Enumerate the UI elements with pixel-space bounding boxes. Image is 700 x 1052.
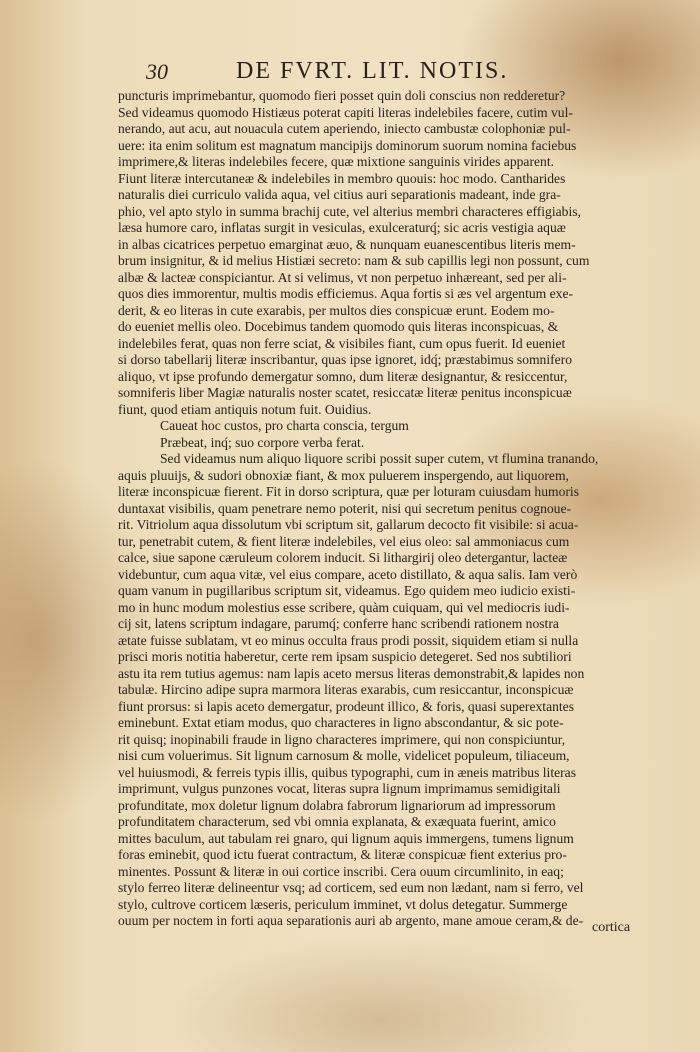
running-head: DE FVRT. LIT. NOTIS.	[236, 58, 509, 84]
text-line: calce, siue sapone cæruleum colorem inducit. Si lithargirij oleo detergantur, lacteæ	[118, 550, 568, 565]
text-line: foras eminebit, quod ictu fuerat contractum, & literæ conspicuæ fient exterius pro-	[118, 847, 567, 862]
paragraph-start-line: Sed videamus num aliquo liquore scribi possit super cutem, vt flumina tranando,	[160, 451, 599, 466]
text-line: nerando, aut acu, aut nouacula cutem aperiendo, iniecto cambustæ colophoniæ pul-	[118, 121, 571, 136]
page-number: 30	[146, 59, 168, 84]
text-line: prisci moris notitia haberetur, certe rem ipsam suspicio detegeret. Sed nos subtiliori	[118, 649, 572, 664]
text-line: naturalis diei curriculo valida aqua, vel citius auri separationis madeant, inde gra-	[118, 187, 561, 202]
text-line: tur, penetrabit cutem, & fient literæ indelebiles, vel eius oleo: sal ammoniacus cum	[118, 533, 570, 549]
text-line: somniferis liber Magiæ naturalis noster scatet, resiccatæ literæ penitus inconspicuæ	[118, 385, 572, 400]
text-line: derit, & eo literas in cute exarabis, per multos dies conspicuæ erunt. Eodem mo-	[118, 302, 555, 318]
text-line: phio, vel apto stylo in summa brachij cute, vel alterius membri characteres effigiabis,	[118, 203, 581, 219]
text-line: eminebunt. Extat etiam modus, quo characteres in ligno abscondantur, & sic pote-	[118, 715, 564, 730]
text-line: do eueniet mellis oleo. Docebimus tandem quomodo quis literas inconspicuas, &	[118, 319, 559, 334]
text-line: Fiunt literæ intercutaneæ & indelebiles in membro quouis: hoc modo. Cantharides	[118, 170, 566, 186]
text-line: tabulæ. Hircino adipe supra marmora literas exarabis, cum resiccantur, inconspicuæ	[118, 682, 574, 697]
text-line: minentes. Possunt & literæ in oui cortice inscribi. Cera ouum circumlinito, in eaq;	[118, 863, 564, 879]
body-text	[118, 88, 638, 930]
text-line: mo in hunc modum molestius esse scribere, quàm cuiquam, qui vel mediocris iudi-	[118, 599, 570, 615]
verse-line: Præbeat, inq́; suo corpore verba ferat.	[160, 434, 365, 450]
text-line: si dorso tabellarij literæ inscribantur, quas ipse ignoret, idq́; præstabimus somnifero	[118, 352, 573, 367]
text-line: astu ita rem tutius agemus: nam lapis aceto mersus literas demonstrabit,& lapides non	[118, 665, 585, 681]
text-line: profunditate, mox doletur lignum dolabra fabrorum lignariorum ad impressorum	[118, 797, 556, 813]
text-line: duntaxat visibilis, quam penetrare nemo poterit, nisi qui secretum penitus cognoue-	[118, 500, 572, 516]
text-line: profunditatem characterum, sed vbi omnia explanata, & exæquata fuerint, amico	[118, 814, 556, 829]
text-line: indelebiles ferat, quas non ferre sciat, & visibiles fiant, cum opus fuerit. Id eueniet	[118, 335, 566, 351]
text-line: Sed videamus quomodo Histiæus poterat capiti literas indelebiles facere, cutim vul-	[118, 104, 573, 120]
text-line: imprimunt, vulgus punzones vocat, literas supra lignum imprimamus semidigitali	[118, 781, 561, 796]
text-line: in albas cicatrices perpetuo emarginat æuo, & nunquam euanescentibus literis mem-	[118, 236, 576, 252]
text-line: literæ inconspicuæ fierent. Fit in dorso scriptura, quæ per loturam cuiusdam humoris	[118, 484, 579, 499]
text-line: quam vanum in pugillaribus scriptum sit, videamus. Ego quidem meo iudicio existi-	[118, 583, 576, 598]
text-line: cij sit, latens scriptum indagare, parumq́; conferre hanc scribendi rationem nostra	[118, 616, 559, 631]
text-line: fiunt prorsus: si lapis aceto demergatur, prodeunt illico, & foris, quasi superextantes	[118, 698, 575, 714]
text-line: fiunt, quod etiam antiquis notum fuit. Ouidius.	[118, 401, 372, 417]
text-line: puncturis imprimebantur, quomodo fieri posset quin doli conscius non redderetur?	[118, 88, 566, 103]
text-line: vel huiusmodi, & ferreis typis illis, quibus typographi, cum in æneis matribus literas	[118, 764, 576, 780]
catchword: cortica	[592, 920, 631, 935]
text-line: rit. Vitriolum aqua dissolutum vbi scriptum sit, gallarum decocto fit visibile: si acua-	[118, 517, 579, 532]
text-line: ætate fuisse sublatam, vt eo minus occulta fraus prodi possit, siquidem etiam si nulla	[118, 632, 579, 648]
text-line: uere: ita enim solitum est magnatum mancipijs dominorum suorum nomina faciebus	[118, 137, 577, 153]
text-line: aliquo, vt ipse profundo demergatur somno, dum literæ designantur, & resiccentur,	[118, 368, 568, 384]
text-line: rit quisq; inopinabili fraude in ligno characteres imprimere, qui non conspiciuntur,	[118, 731, 566, 747]
text-line: stylo, cultrove corticem læseris, periculum imminet, vt dolus detegatur. Summerge	[118, 896, 568, 912]
text-line: stylo ferreo literæ delineentur vsq; ad corticem, sed eum non lædant, nam si ferro, vel	[118, 880, 584, 895]
text-line: aquis pluuijs, & sudori obnoxiæ fiant, & mox puluerem inspergendo, aut liquorem,	[118, 467, 569, 483]
text-line: mittes baculum, aut tabulam rei gnaro, qui lignum aquis immergens, tumens lignum	[118, 830, 574, 846]
text-line: brum insignitur, & id melius Histiæi secreto: nam & sub capillis legi non possunt, cum	[118, 253, 590, 268]
text-line: videbuntur, cum aqua vitæ, vel eius compare, aceto distillato, & aqua salis. Iam verò	[118, 566, 578, 582]
text-line: nisi cum voluerimus. Sit lignum carnosum & molle, videlicet populeum, tiliaceum,	[118, 748, 570, 763]
text-line: læsa humore caro, inflatas surgit in vesiculas, exulceraturq́; sic acris vestigia aquæ	[118, 220, 566, 235]
verse-line: Caueat hoc custos, pro charta conscia, tergum	[160, 418, 409, 433]
text-line: imprimere,& literas indelebiles fecere, quæ mixtione sanguinis virides apparent.	[118, 154, 555, 169]
text-line: albæ & lacteæ conspiciantur. At si velimus, vt non perpetuo inhæreant, sed per ali-	[118, 269, 567, 285]
text-line: ouum per noctem in forti aqua separationis auri ab argento, mane amoue ceram,& de-	[118, 913, 584, 928]
text-line: quos dies immorentur, multis modis efficiemus. Aqua fortis si æs vel argentum exe-	[118, 286, 574, 301]
